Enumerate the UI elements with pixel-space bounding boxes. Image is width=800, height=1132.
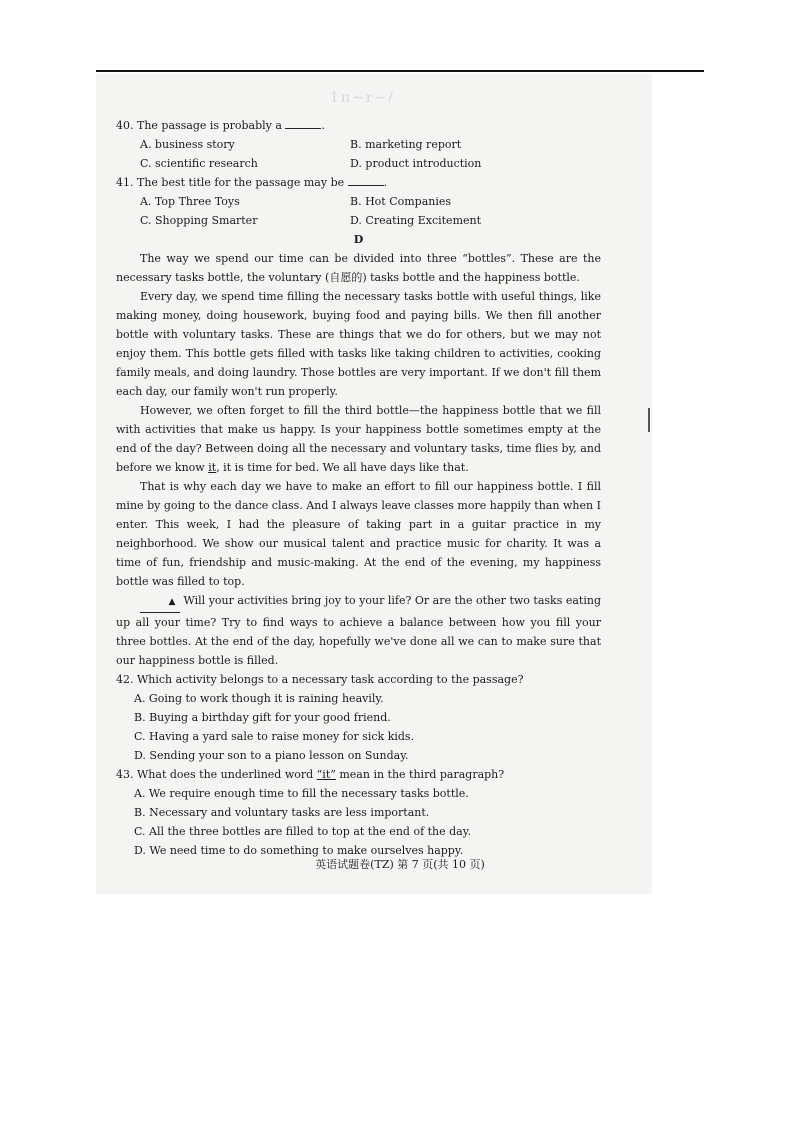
question-43-options bbox=[116, 784, 601, 860]
answer-blank bbox=[285, 118, 321, 129]
question-40-options bbox=[116, 135, 601, 173]
faint-header-mark: 1π~r∼/ bbox=[330, 90, 395, 106]
question-42-stem: 42. Which activity belongs to a necessary task according to the passage? bbox=[116, 673, 524, 686]
paragraph-3-text: However, we often forget to fill the third bottle—the happiness bottle that we fill with activities that make us happy. Is your happiness bottle sometimes empty at the end of the day? Between doing all the necessary and voluntary tasks, time flies by, and before we know bbox=[116, 404, 601, 474]
top-rule bbox=[96, 70, 704, 72]
question-43-text-end: mean in the third paragraph? bbox=[339, 768, 505, 781]
question-40-stem bbox=[116, 116, 601, 135]
question-41-options bbox=[116, 192, 601, 230]
passage-paragraph-3 bbox=[116, 401, 601, 477]
page-footer: 英语试题卷(TZ) 第 7 页(共 10 页) bbox=[315, 858, 485, 871]
option-40-a: A. business story bbox=[140, 138, 235, 151]
question-43-stem bbox=[116, 765, 601, 784]
option-40-d: D. product introduction bbox=[350, 157, 482, 170]
passage-paragraph-2: Every day, we spend time filling the necessary tasks bottle with useful things, like making money, doing housework, buying food and paying bills. We then fill another bottle with voluntary tasks. These are things that we do for others, but we may not enjoy them. This bottle gets filled with tasks like taking children to activities, cooking family meals, and doing laundry. Those bottles are very important. If we don't fill them each day, our family won't run properly. bbox=[116, 290, 601, 398]
question-40-period: . bbox=[321, 119, 325, 132]
question-41-stem bbox=[116, 173, 601, 192]
option-41-d: D. Creating Excitement bbox=[350, 214, 482, 227]
option-40-c: C. scientific research bbox=[140, 157, 258, 170]
section-heading: D bbox=[353, 233, 364, 246]
option-43-c: C. All the three bottles are filled to top at the end of the day. bbox=[134, 825, 471, 838]
exam-page bbox=[116, 116, 601, 860]
answer-blank bbox=[348, 175, 384, 186]
question-43-text: 43. What does the underlined word bbox=[116, 768, 314, 781]
underlined-word-it: it bbox=[208, 461, 217, 474]
triangle-blank-marker: ▲ bbox=[140, 593, 180, 613]
option-41-c: C. Shopping Smarter bbox=[140, 214, 258, 227]
option-42-a: A. Going to work though it is raining heavily. bbox=[134, 692, 384, 705]
question-42-options bbox=[116, 689, 601, 765]
question-41-period: . bbox=[383, 176, 388, 189]
option-41-a: A. Top Three Toys bbox=[140, 195, 240, 208]
option-43-b: B. Necessary and voluntary tasks are less important. bbox=[134, 806, 430, 819]
question-41-text: 41. The best title for the passage may be bbox=[116, 176, 345, 189]
question-43-underlined-word: “it” bbox=[316, 768, 336, 781]
question-40-text: 40. The passage is probably a bbox=[116, 119, 282, 132]
paragraph-3-text-end: , it is time for bed. We all have days like that. bbox=[216, 461, 469, 474]
option-43-a: A. We require enough time to fill the necessary tasks bottle. bbox=[134, 787, 469, 800]
option-42-c: C. Having a yard sale to raise money for sick kids. bbox=[134, 730, 415, 743]
paragraph-5-text: Will your activities bring joy to your life? Or are the other two tasks eating up all your time? Try to find ways to achieve a balance between how you fill your three bottles. At the end of the day, hopefully we've done all we can to make sure that our happiness bottle is filled. bbox=[116, 594, 601, 667]
passage-paragraph-1: The way we spend our time can be divided into three “bottles”. These are the necessary tasks bottle, the voluntary (自愿的) tasks bottle and the happiness bottle. bbox=[116, 252, 601, 284]
option-43-d: D. We need time to do something to make ourselves happy. bbox=[134, 844, 464, 857]
margin-mark bbox=[648, 408, 650, 432]
option-41-b: B. Hot Companies bbox=[350, 195, 452, 208]
option-40-b: B. marketing report bbox=[350, 138, 462, 151]
option-42-b: B. Buying a birthday gift for your good friend. bbox=[134, 711, 391, 724]
option-42-d: D. Sending your son to a piano lesson on Sunday. bbox=[134, 749, 409, 762]
passage-paragraph-5 bbox=[116, 591, 601, 670]
passage-paragraph-4: That is why each day we have to make an effort to fill our happiness bottle. I fill mine by going to the dance class. And I always leave classes more happily than when I enter. This week, I had the pleasure of taking part in a guitar practice in my neighborhood. We show our musical talent and practice music for charity. It was a time of fun, friendship and music-making. At the end of the evening, my happiness bottle was filled to top. bbox=[116, 480, 601, 588]
